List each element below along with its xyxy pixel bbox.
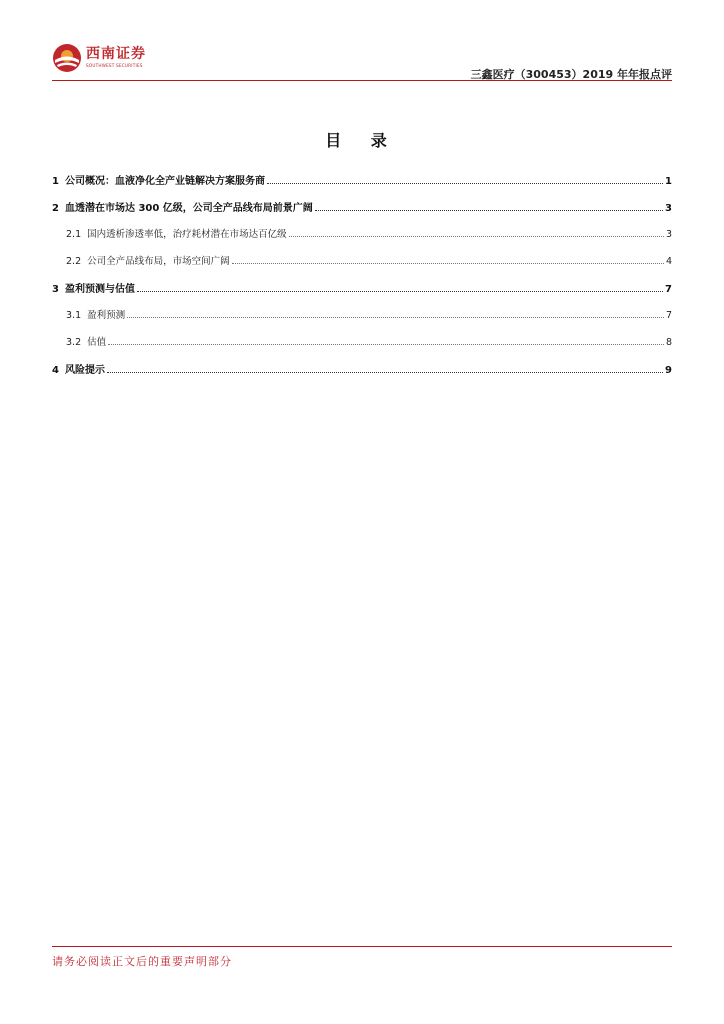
toc-dot-leader: [107, 372, 663, 373]
toc-dot-leader: [137, 291, 663, 292]
toc-entry-number: 2.2: [66, 256, 82, 267]
table-of-contents: [52, 172, 672, 388]
toc-entry[interactable]: [52, 253, 672, 280]
toc-entry-page: 3: [665, 229, 672, 240]
toc-entry[interactable]: [52, 226, 672, 253]
toc-entry-page: 4: [665, 256, 672, 267]
toc-dot-leader: [315, 210, 663, 211]
toc-entry-page: 1: [665, 176, 672, 187]
toc-entry-number: 3.2: [66, 337, 82, 348]
toc-entry-page: 7: [665, 284, 672, 295]
toc-entry-number: 4: [52, 365, 59, 376]
toc-entry-number: 3: [52, 284, 59, 295]
toc-entry-page: 3: [665, 203, 672, 214]
toc-entry[interactable]: [52, 307, 672, 334]
logo-sun-icon: [52, 43, 82, 73]
toc-entry-page: 8: [665, 337, 672, 348]
toc-entry-title: 盈利预测: [87, 310, 126, 321]
toc-entry-title: 公司全产品线布局，市场空间广阔: [87, 256, 230, 267]
toc-dot-leader: [127, 317, 664, 318]
footer-divider: [52, 946, 672, 947]
toc-entry[interactable]: [52, 172, 672, 199]
company-logo: [52, 40, 146, 76]
toc-entry[interactable]: [52, 199, 672, 226]
toc-entry-number: 2.1: [66, 229, 82, 240]
toc-entry-page: 9: [665, 365, 672, 376]
toc-entry-title: 公司概况：血液净化全产业链解决方案服务商: [64, 176, 265, 187]
toc-entry-title: 国内透析渗透率低，治疗耗材潜在市场达百亿级: [87, 229, 287, 240]
page-header: [52, 40, 672, 80]
toc-entry[interactable]: [52, 361, 672, 388]
toc-entry-number: 3.1: [66, 310, 82, 321]
toc-entry[interactable]: [52, 334, 672, 361]
toc-entry-title: 估值: [87, 337, 107, 348]
footer-disclaimer: 请务必阅读正文后的重要声明部分: [52, 955, 232, 968]
logo-name: 西南证券: [86, 46, 146, 63]
toc-heading: 目 录: [325, 131, 399, 150]
toc-entry-page: 7: [665, 310, 672, 321]
toc-entry-title: 血透潜在市场达 300 亿级，公司全产品线布局前景广阔: [64, 203, 313, 214]
toc-dot-leader: [267, 183, 663, 184]
toc-entry-number: 2: [52, 203, 59, 214]
logo-subname: SOUTHWEST SECURITIES: [86, 63, 143, 69]
toc-entry-number: 1: [52, 176, 59, 187]
toc-dot-leader: [108, 344, 664, 345]
report-title: 三鑫医疗（300453）2019 年年报点评: [470, 68, 672, 81]
toc-entry[interactable]: [52, 280, 672, 307]
toc-entry-title: 风险提示: [64, 365, 105, 376]
toc-dot-leader: [289, 236, 664, 237]
header-divider: [52, 80, 672, 81]
toc-dot-leader: [232, 263, 664, 264]
toc-entry-title: 盈利预测与估值: [64, 284, 135, 295]
